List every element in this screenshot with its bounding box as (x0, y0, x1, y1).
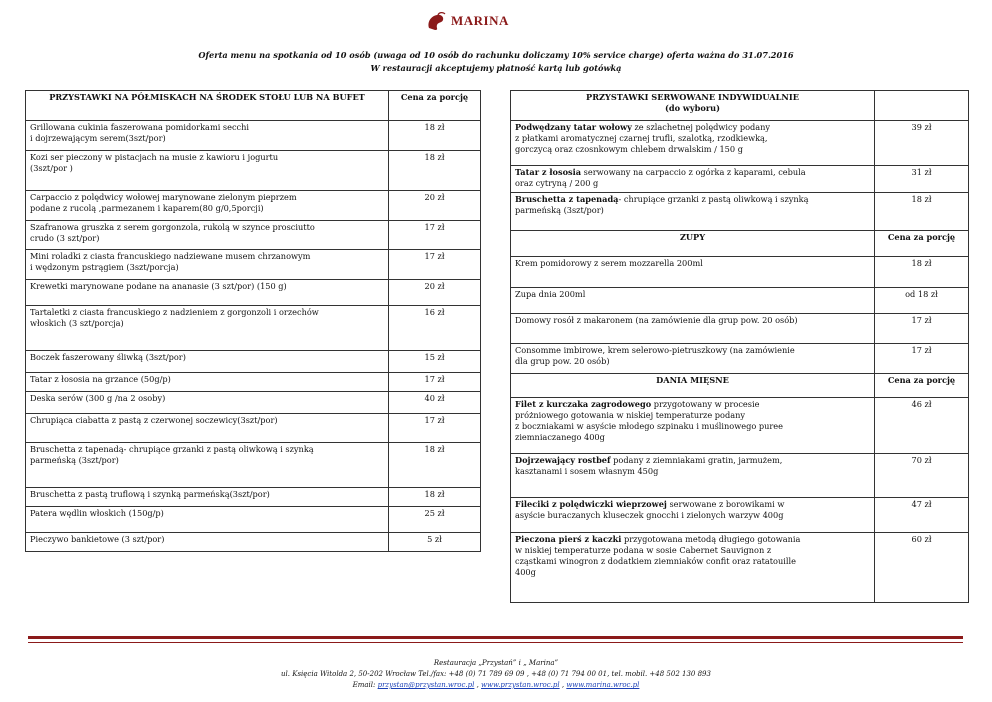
dish-description (511, 121, 875, 166)
menu-row (26, 373, 481, 392)
dish-name: Pieczywo bankietowe (3 szt/por) (26, 533, 389, 552)
dish-details: - chrupiące grzanki z pastą oliwkową i szynką parmeńską (3szt/por) (515, 194, 809, 215)
dish-price: 20 zł (389, 280, 481, 306)
dish-price: 18 zł (389, 443, 481, 488)
payment-header: W restauracji akceptujemy płatność kartą lub gotówką (370, 63, 622, 73)
dish-name: Deska serów (300 g /na 2 osoby) (26, 392, 389, 414)
dish-name: Bruschetta z pastą truflową i szynką parmeńską(3szt/por) (26, 488, 389, 507)
dish-price: 18 zł (389, 488, 481, 507)
dish-name: Grillowana cukinia faszerowana pomidorkami secchi i dojrzewającym serem(3szt/por) (26, 121, 389, 151)
menu-row (511, 166, 969, 193)
footer-address: ul. Księcia Witolda 2, 50-202 Wrocław Tel./fax: +48 (0) 71 789 69 09 , +48 (0) 71 794 00 01, tel. mobil. +48 502 130 893 (281, 670, 711, 678)
meat-section-title: DANIA MIĘSNE (511, 374, 875, 398)
menu-row (511, 257, 969, 288)
dish-price: 70 zł (875, 454, 969, 498)
footer-divider (28, 636, 963, 639)
menu-row (511, 121, 969, 166)
dish-name: Mini roladki z ciasta francuskiego nadziewane musem chrzanowym i wędzonym pstrągiem (3szt/porcja) (26, 250, 389, 280)
offer-header: Oferta menu na spotkania od 10 osób (uwaga od 10 osób do rachunku doliczamy 10% service charge) oferta ważna do 31.07.2016 (198, 50, 794, 60)
menu-row (26, 151, 481, 191)
dish-name: Dojrzewający rostbef (515, 455, 611, 465)
menu-row (26, 392, 481, 414)
menu-row (26, 191, 481, 221)
dish-name: Kozi ser pieczony w pistacjach na musie z kawioru i jogurtu (3szt/por ) (26, 151, 389, 191)
menu-row (26, 121, 481, 151)
individual-starters-title: PRZYSTAWKI SERWOWANE INDYWIDUALNIE (do wyboru) (511, 91, 875, 121)
dish-price: 20 zł (389, 191, 481, 221)
dish-price: od 18 zł (875, 288, 969, 314)
dish-details: przygotowany w procesie próżniowego gotowania w niskiej temperaturze podany z boczniakami w asyście młodego szpinaku i muślinowego puree ziemniaczanego 400g (515, 399, 783, 442)
dish-price: 5 zł (389, 533, 481, 552)
menu-row (26, 250, 481, 280)
menu-row (26, 488, 481, 507)
menu-row (26, 443, 481, 488)
dish-details: przygotowana metodą długiego gotowania w niskiej temperaturze podana w sosie Cabernet Sauvignon z cząstkami winogron z dodatkiem ziemniaków confit oraz ratatouille 400g (515, 534, 801, 577)
menu-row (511, 344, 969, 374)
website-link-przystan[interactable]: www.przystan.wroc.pl (481, 681, 560, 689)
separator: , (559, 681, 567, 689)
dish-description (511, 193, 875, 231)
menu-row (26, 414, 481, 443)
dish-name: Tatar z łososia (515, 167, 582, 177)
right-menu-table (510, 90, 969, 603)
empty-header-cell (875, 91, 969, 121)
meat-section (511, 374, 969, 398)
soups-section (511, 231, 969, 257)
dish-name: Bruschetta z tapenadą (515, 194, 619, 204)
dish-price: 46 zł (875, 398, 969, 454)
dish-name: Carpaccio z polędwicy wołowej marynowane zielonym pieprzem podane z rucolą ,parmezanem i kaparem(80 g/0,5porcji) (26, 191, 389, 221)
dish-details: podany z ziemniakami gratin, jarmużem, kasztanami i sosem własnym 450g (515, 455, 783, 476)
menu-row (511, 398, 969, 454)
dish-name: Chrupiąca ciabatta z pastą z czerwonej soczewicy(3szt/por) (26, 414, 389, 443)
menu-row (511, 498, 969, 533)
menu-row (511, 533, 969, 603)
email-link[interactable]: przystan@przystan.wroc.pl (377, 681, 475, 689)
dish-price: 18 zł (389, 121, 481, 151)
menu-row (511, 454, 969, 498)
dish-name: Fileciki z polędwiczki wieprzowej (515, 499, 667, 509)
menu-row (26, 221, 481, 250)
dish-name: Pieczona pierś z kaczki (515, 534, 622, 544)
dish-details: serwowane z borowikami w asyście buraczanych kluseczek gnocchi i zielonych warzyw 400g (515, 499, 785, 520)
dish-price: 16 zł (389, 306, 481, 351)
price-header: Cena za porcję (875, 374, 969, 398)
dish-price: 17 zł (389, 221, 481, 250)
dish-name: Boczek faszerowany śliwką (3szt/por) (26, 351, 389, 373)
dish-name: Szafranowa gruszka z serem gorgonzola, rukolą w szynce prosciutto crudo (3 szt/por) (26, 221, 389, 250)
menu-row (26, 280, 481, 306)
dish-price: 40 zł (389, 392, 481, 414)
dish-name: Bruschetta z tapenadą- chrupiące grzanki z pastą oliwkową i szynką parmeńską (3szt/por) (26, 443, 389, 488)
dish-price: 17 zł (875, 314, 969, 344)
dish-price: 18 zł (875, 257, 969, 288)
dish-name: Zupa dnia 200ml (511, 288, 875, 314)
dish-name: Krewetki marynowane podane na ananasie (3 szt/por) (150 g) (26, 280, 389, 306)
dish-description (511, 533, 875, 603)
dish-name: Consomme imbirowe, krem selerowo-pietruszkowy (na zamówienie dla grup pow. 20 osób) (511, 344, 875, 374)
menu-row (26, 507, 481, 533)
menu-row (26, 306, 481, 351)
menu-row (26, 351, 481, 373)
dish-price: 18 zł (389, 151, 481, 191)
dish-details: ze szlachetnej polędwicy podany z płatkami aromatycznej czarnej trufli, szalotką, rzodkiewką, gorczycą oraz czosnkowym chlebem drwalskim / 150 g (515, 122, 771, 154)
dish-price: 60 zł (875, 533, 969, 603)
dish-price: 15 zł (389, 351, 481, 373)
dish-details: serwowany na carpaccio z ogórka z kaparami, cebula oraz cytryną / 200 g (515, 167, 806, 188)
footer-restaurant-name: Restauracja „Przystań” i „ Marina” (433, 659, 559, 667)
menu-row (511, 314, 969, 344)
seahorse-logo-icon (425, 10, 447, 32)
dish-price: 47 zł (875, 498, 969, 533)
dish-price: 17 zł (389, 373, 481, 392)
footer-divider-thin (28, 642, 963, 643)
dish-name: Domowy rosół z makaronem (na zamówienie dla grup pow. 20 osób) (511, 314, 875, 344)
menu-row (511, 288, 969, 314)
logo (425, 8, 509, 34)
dish-price: 17 zł (875, 344, 969, 374)
dish-name: Patera wędlin włoskich (150g/p) (26, 507, 389, 533)
dish-description (511, 498, 875, 533)
dish-name: Tartaletki z ciasta francuskiego z nadzieniem z gorgonzoli i orzechów włoskich (3 szt/porcja) (26, 306, 389, 351)
footer-contacts (0, 681, 992, 689)
menu-row (26, 533, 481, 552)
dish-price: 25 zł (389, 507, 481, 533)
dish-price: 39 zł (875, 121, 969, 166)
email-label: Email: (352, 681, 376, 689)
dish-name: Podwędzany tatar wołowy (515, 122, 632, 132)
buffet-starters-table (25, 90, 481, 552)
price-header: Cena za porcję (389, 91, 481, 121)
dish-name: Krem pomidorowy z serem mozzarella 200ml (511, 257, 875, 288)
buffet-section-title: PRZYSTAWKI NA PÓŁMISKACH NA ŚRODEK STOŁU LUB NA BUFET (26, 91, 389, 121)
dish-price: 18 zł (875, 193, 969, 231)
logo-text: MARINA (451, 13, 509, 28)
dish-description (511, 166, 875, 193)
soups-section-title: ZUPY (511, 231, 875, 257)
separator: , (474, 681, 482, 689)
dish-description (511, 454, 875, 498)
price-header: Cena za porcję (875, 231, 969, 257)
dish-price: 17 zł (389, 414, 481, 443)
dish-name: Tatar z łososia na grzance (50g/p) (26, 373, 389, 392)
website-link-marina[interactable]: www.marina.wroc.pl (566, 681, 640, 689)
dish-description (511, 398, 875, 454)
dish-price: 17 zł (389, 250, 481, 280)
dish-name: Filet z kurczaka zagrodowego (515, 399, 652, 409)
dish-price: 31 zł (875, 166, 969, 193)
menu-row (511, 193, 969, 231)
